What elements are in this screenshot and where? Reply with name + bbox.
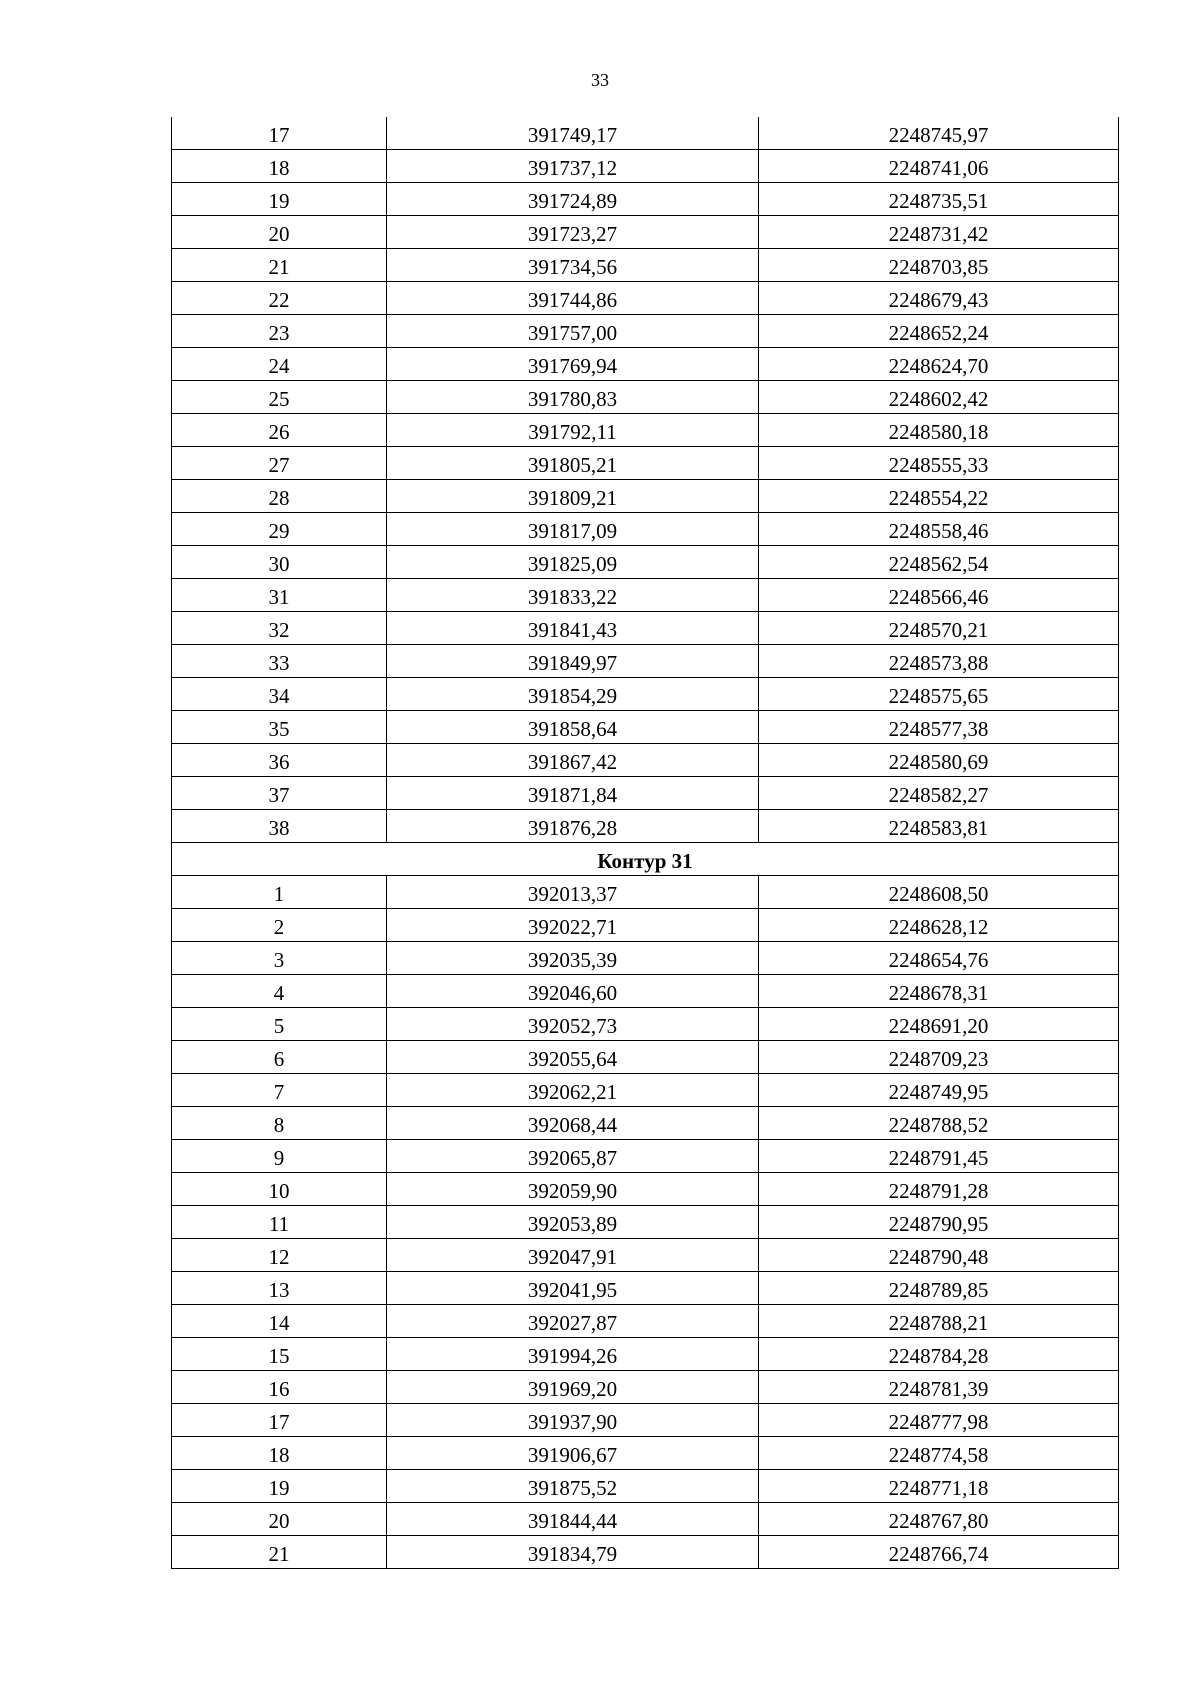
- x-coordinate-cell: 391723,27: [387, 216, 759, 249]
- y-coordinate-cell: 2248731,42: [759, 216, 1119, 249]
- point-number-cell: 36: [172, 744, 387, 777]
- table-row: [172, 1041, 1119, 1074]
- y-coordinate-cell: 2248628,12: [759, 909, 1119, 942]
- point-number-cell: 18: [172, 150, 387, 183]
- y-coordinate-cell: 2248709,23: [759, 1041, 1119, 1074]
- x-coordinate-cell: 391724,89: [387, 183, 759, 216]
- table-row: [172, 249, 1119, 282]
- x-coordinate-cell: 392027,87: [387, 1305, 759, 1338]
- table-row: [172, 1008, 1119, 1041]
- point-number-cell: 28: [172, 480, 387, 513]
- point-number-cell: 20: [172, 1503, 387, 1536]
- point-number-cell: 17: [172, 1404, 387, 1437]
- point-number-cell: 8: [172, 1107, 387, 1140]
- x-coordinate-cell: 392062,21: [387, 1074, 759, 1107]
- x-coordinate-cell: 391849,97: [387, 645, 759, 678]
- point-number-cell: 25: [172, 381, 387, 414]
- y-coordinate-cell: 2248678,31: [759, 975, 1119, 1008]
- page-number: 33: [591, 70, 609, 90]
- point-number-cell: 34: [172, 678, 387, 711]
- point-number-cell: 21: [172, 249, 387, 282]
- point-number-cell: 26: [172, 414, 387, 447]
- point-number-cell: 22: [172, 282, 387, 315]
- table-row: [172, 1206, 1119, 1239]
- x-coordinate-cell: 391834,79: [387, 1536, 759, 1569]
- x-coordinate-cell: 392041,95: [387, 1272, 759, 1305]
- table-row: [172, 447, 1119, 480]
- point-number-cell: 35: [172, 711, 387, 744]
- x-coordinate-cell: 392022,71: [387, 909, 759, 942]
- coordinates-table: [171, 117, 1119, 1569]
- y-coordinate-cell: 2248654,76: [759, 942, 1119, 975]
- point-number-cell: 29: [172, 513, 387, 546]
- point-number-cell: 12: [172, 1239, 387, 1272]
- table-row: [172, 1470, 1119, 1503]
- table-row: [172, 1074, 1119, 1107]
- y-coordinate-cell: 2248554,22: [759, 480, 1119, 513]
- table-row: [172, 1437, 1119, 1470]
- point-number-cell: 19: [172, 1470, 387, 1503]
- point-number-cell: 32: [172, 612, 387, 645]
- y-coordinate-cell: 2248788,52: [759, 1107, 1119, 1140]
- point-number-cell: 2: [172, 909, 387, 942]
- x-coordinate-cell: 391817,09: [387, 513, 759, 546]
- table-row: [172, 1173, 1119, 1206]
- point-number-cell: 37: [172, 777, 387, 810]
- y-coordinate-cell: 2248582,27: [759, 777, 1119, 810]
- y-coordinate-cell: 2248789,85: [759, 1272, 1119, 1305]
- table-row: [172, 579, 1119, 612]
- point-number-cell: 5: [172, 1008, 387, 1041]
- x-coordinate-cell: 391769,94: [387, 348, 759, 381]
- y-coordinate-cell: 2248555,33: [759, 447, 1119, 480]
- table-row: [172, 711, 1119, 744]
- table-row: [172, 1338, 1119, 1371]
- x-coordinate-cell: 391792,11: [387, 414, 759, 447]
- table-row: [172, 414, 1119, 447]
- x-coordinate-cell: 391757,00: [387, 315, 759, 348]
- x-coordinate-cell: 391841,43: [387, 612, 759, 645]
- table-row: [172, 150, 1119, 183]
- y-coordinate-cell: 2248691,20: [759, 1008, 1119, 1041]
- x-coordinate-cell: 391780,83: [387, 381, 759, 414]
- y-coordinate-cell: 2248790,48: [759, 1239, 1119, 1272]
- x-coordinate-cell: 391937,90: [387, 1404, 759, 1437]
- y-coordinate-cell: 2248583,81: [759, 810, 1119, 843]
- x-coordinate-cell: 391875,52: [387, 1470, 759, 1503]
- table-row: [172, 513, 1119, 546]
- point-number-cell: 16: [172, 1371, 387, 1404]
- y-coordinate-cell: 2248679,43: [759, 282, 1119, 315]
- y-coordinate-cell: 2248774,58: [759, 1437, 1119, 1470]
- x-coordinate-cell: 391994,26: [387, 1338, 759, 1371]
- table-row: [172, 876, 1119, 909]
- x-coordinate-cell: 392052,73: [387, 1008, 759, 1041]
- x-coordinate-cell: 391906,67: [387, 1437, 759, 1470]
- table-row: [172, 744, 1119, 777]
- x-coordinate-cell: 392065,87: [387, 1140, 759, 1173]
- table-row: [172, 1107, 1119, 1140]
- y-coordinate-cell: 2248791,45: [759, 1140, 1119, 1173]
- point-number-cell: 1: [172, 876, 387, 909]
- y-coordinate-cell: 2248791,28: [759, 1173, 1119, 1206]
- point-number-cell: 30: [172, 546, 387, 579]
- table-row: [172, 909, 1119, 942]
- y-coordinate-cell: 2248558,46: [759, 513, 1119, 546]
- y-coordinate-cell: 2248766,74: [759, 1536, 1119, 1569]
- y-coordinate-cell: 2248790,95: [759, 1206, 1119, 1239]
- point-number-cell: 18: [172, 1437, 387, 1470]
- x-coordinate-cell: 392035,39: [387, 942, 759, 975]
- point-number-cell: 17: [172, 117, 387, 150]
- y-coordinate-cell: 2248602,42: [759, 381, 1119, 414]
- x-coordinate-cell: 391844,44: [387, 1503, 759, 1536]
- point-number-cell: 14: [172, 1305, 387, 1338]
- table-row: [172, 777, 1119, 810]
- y-coordinate-cell: 2248703,85: [759, 249, 1119, 282]
- x-coordinate-cell: 391805,21: [387, 447, 759, 480]
- y-coordinate-cell: 2248745,97: [759, 117, 1119, 150]
- point-number-cell: 23: [172, 315, 387, 348]
- table-row: [172, 645, 1119, 678]
- point-number-cell: 31: [172, 579, 387, 612]
- x-coordinate-cell: 391744,86: [387, 282, 759, 315]
- table-row: [172, 975, 1119, 1008]
- x-coordinate-cell: 392046,60: [387, 975, 759, 1008]
- x-coordinate-cell: 392068,44: [387, 1107, 759, 1140]
- x-coordinate-cell: 392055,64: [387, 1041, 759, 1074]
- table-row: [172, 678, 1119, 711]
- point-number-cell: 27: [172, 447, 387, 480]
- point-number-cell: 4: [172, 975, 387, 1008]
- x-coordinate-cell: 391734,56: [387, 249, 759, 282]
- x-coordinate-cell: 391825,09: [387, 546, 759, 579]
- table-row: [172, 1371, 1119, 1404]
- table-row: [172, 1404, 1119, 1437]
- point-number-cell: 3: [172, 942, 387, 975]
- y-coordinate-cell: 2248784,28: [759, 1338, 1119, 1371]
- y-coordinate-cell: 2248624,70: [759, 348, 1119, 381]
- table-row: [172, 1239, 1119, 1272]
- y-coordinate-cell: 2248577,38: [759, 711, 1119, 744]
- y-coordinate-cell: 2248608,50: [759, 876, 1119, 909]
- point-number-cell: 11: [172, 1206, 387, 1239]
- point-number-cell: 38: [172, 810, 387, 843]
- y-coordinate-cell: 2248570,21: [759, 612, 1119, 645]
- coordinates-table-body: [172, 117, 1119, 1569]
- y-coordinate-cell: 2248781,39: [759, 1371, 1119, 1404]
- x-coordinate-cell: 392013,37: [387, 876, 759, 909]
- point-number-cell: 10: [172, 1173, 387, 1206]
- table-row: [172, 117, 1119, 150]
- y-coordinate-cell: 2248575,65: [759, 678, 1119, 711]
- x-coordinate-cell: 392053,89: [387, 1206, 759, 1239]
- table-row: [172, 282, 1119, 315]
- point-number-cell: 19: [172, 183, 387, 216]
- y-coordinate-cell: 2248749,95: [759, 1074, 1119, 1107]
- x-coordinate-cell: 391969,20: [387, 1371, 759, 1404]
- table-row: [172, 1536, 1119, 1569]
- y-coordinate-cell: 2248562,54: [759, 546, 1119, 579]
- point-number-cell: 13: [172, 1272, 387, 1305]
- y-coordinate-cell: 2248735,51: [759, 183, 1119, 216]
- table-row: [172, 810, 1119, 843]
- table-row: [172, 942, 1119, 975]
- table-row: [172, 546, 1119, 579]
- x-coordinate-cell: 391858,64: [387, 711, 759, 744]
- table-row: [172, 216, 1119, 249]
- section-header-row: [172, 843, 1119, 876]
- table-row: [172, 1272, 1119, 1305]
- x-coordinate-cell: 392059,90: [387, 1173, 759, 1206]
- table-row: [172, 1503, 1119, 1536]
- table-row: [172, 480, 1119, 513]
- x-coordinate-cell: 391809,21: [387, 480, 759, 513]
- point-number-cell: 7: [172, 1074, 387, 1107]
- section-title: Контур 31: [172, 843, 1119, 876]
- table-row: [172, 1140, 1119, 1173]
- x-coordinate-cell: 391749,17: [387, 117, 759, 150]
- y-coordinate-cell: 2248777,98: [759, 1404, 1119, 1437]
- table-row: [172, 315, 1119, 348]
- y-coordinate-cell: 2248788,21: [759, 1305, 1119, 1338]
- point-number-cell: 24: [172, 348, 387, 381]
- x-coordinate-cell: 391871,84: [387, 777, 759, 810]
- y-coordinate-cell: 2248652,24: [759, 315, 1119, 348]
- point-number-cell: 33: [172, 645, 387, 678]
- x-coordinate-cell: 391867,42: [387, 744, 759, 777]
- y-coordinate-cell: 2248741,06: [759, 150, 1119, 183]
- x-coordinate-cell: 391833,22: [387, 579, 759, 612]
- y-coordinate-cell: 2248566,46: [759, 579, 1119, 612]
- table-row: [172, 1305, 1119, 1338]
- y-coordinate-cell: 2248580,18: [759, 414, 1119, 447]
- x-coordinate-cell: 391854,29: [387, 678, 759, 711]
- x-coordinate-cell: 391737,12: [387, 150, 759, 183]
- point-number-cell: 20: [172, 216, 387, 249]
- table-row: [172, 348, 1119, 381]
- table-row: [172, 612, 1119, 645]
- x-coordinate-cell: 392047,91: [387, 1239, 759, 1272]
- point-number-cell: 15: [172, 1338, 387, 1371]
- y-coordinate-cell: 2248573,88: [759, 645, 1119, 678]
- y-coordinate-cell: 2248767,80: [759, 1503, 1119, 1536]
- y-coordinate-cell: 2248771,18: [759, 1470, 1119, 1503]
- y-coordinate-cell: 2248580,69: [759, 744, 1119, 777]
- point-number-cell: 9: [172, 1140, 387, 1173]
- point-number-cell: 21: [172, 1536, 387, 1569]
- point-number-cell: 6: [172, 1041, 387, 1074]
- x-coordinate-cell: 391876,28: [387, 810, 759, 843]
- table-row: [172, 381, 1119, 414]
- table-row: [172, 183, 1119, 216]
